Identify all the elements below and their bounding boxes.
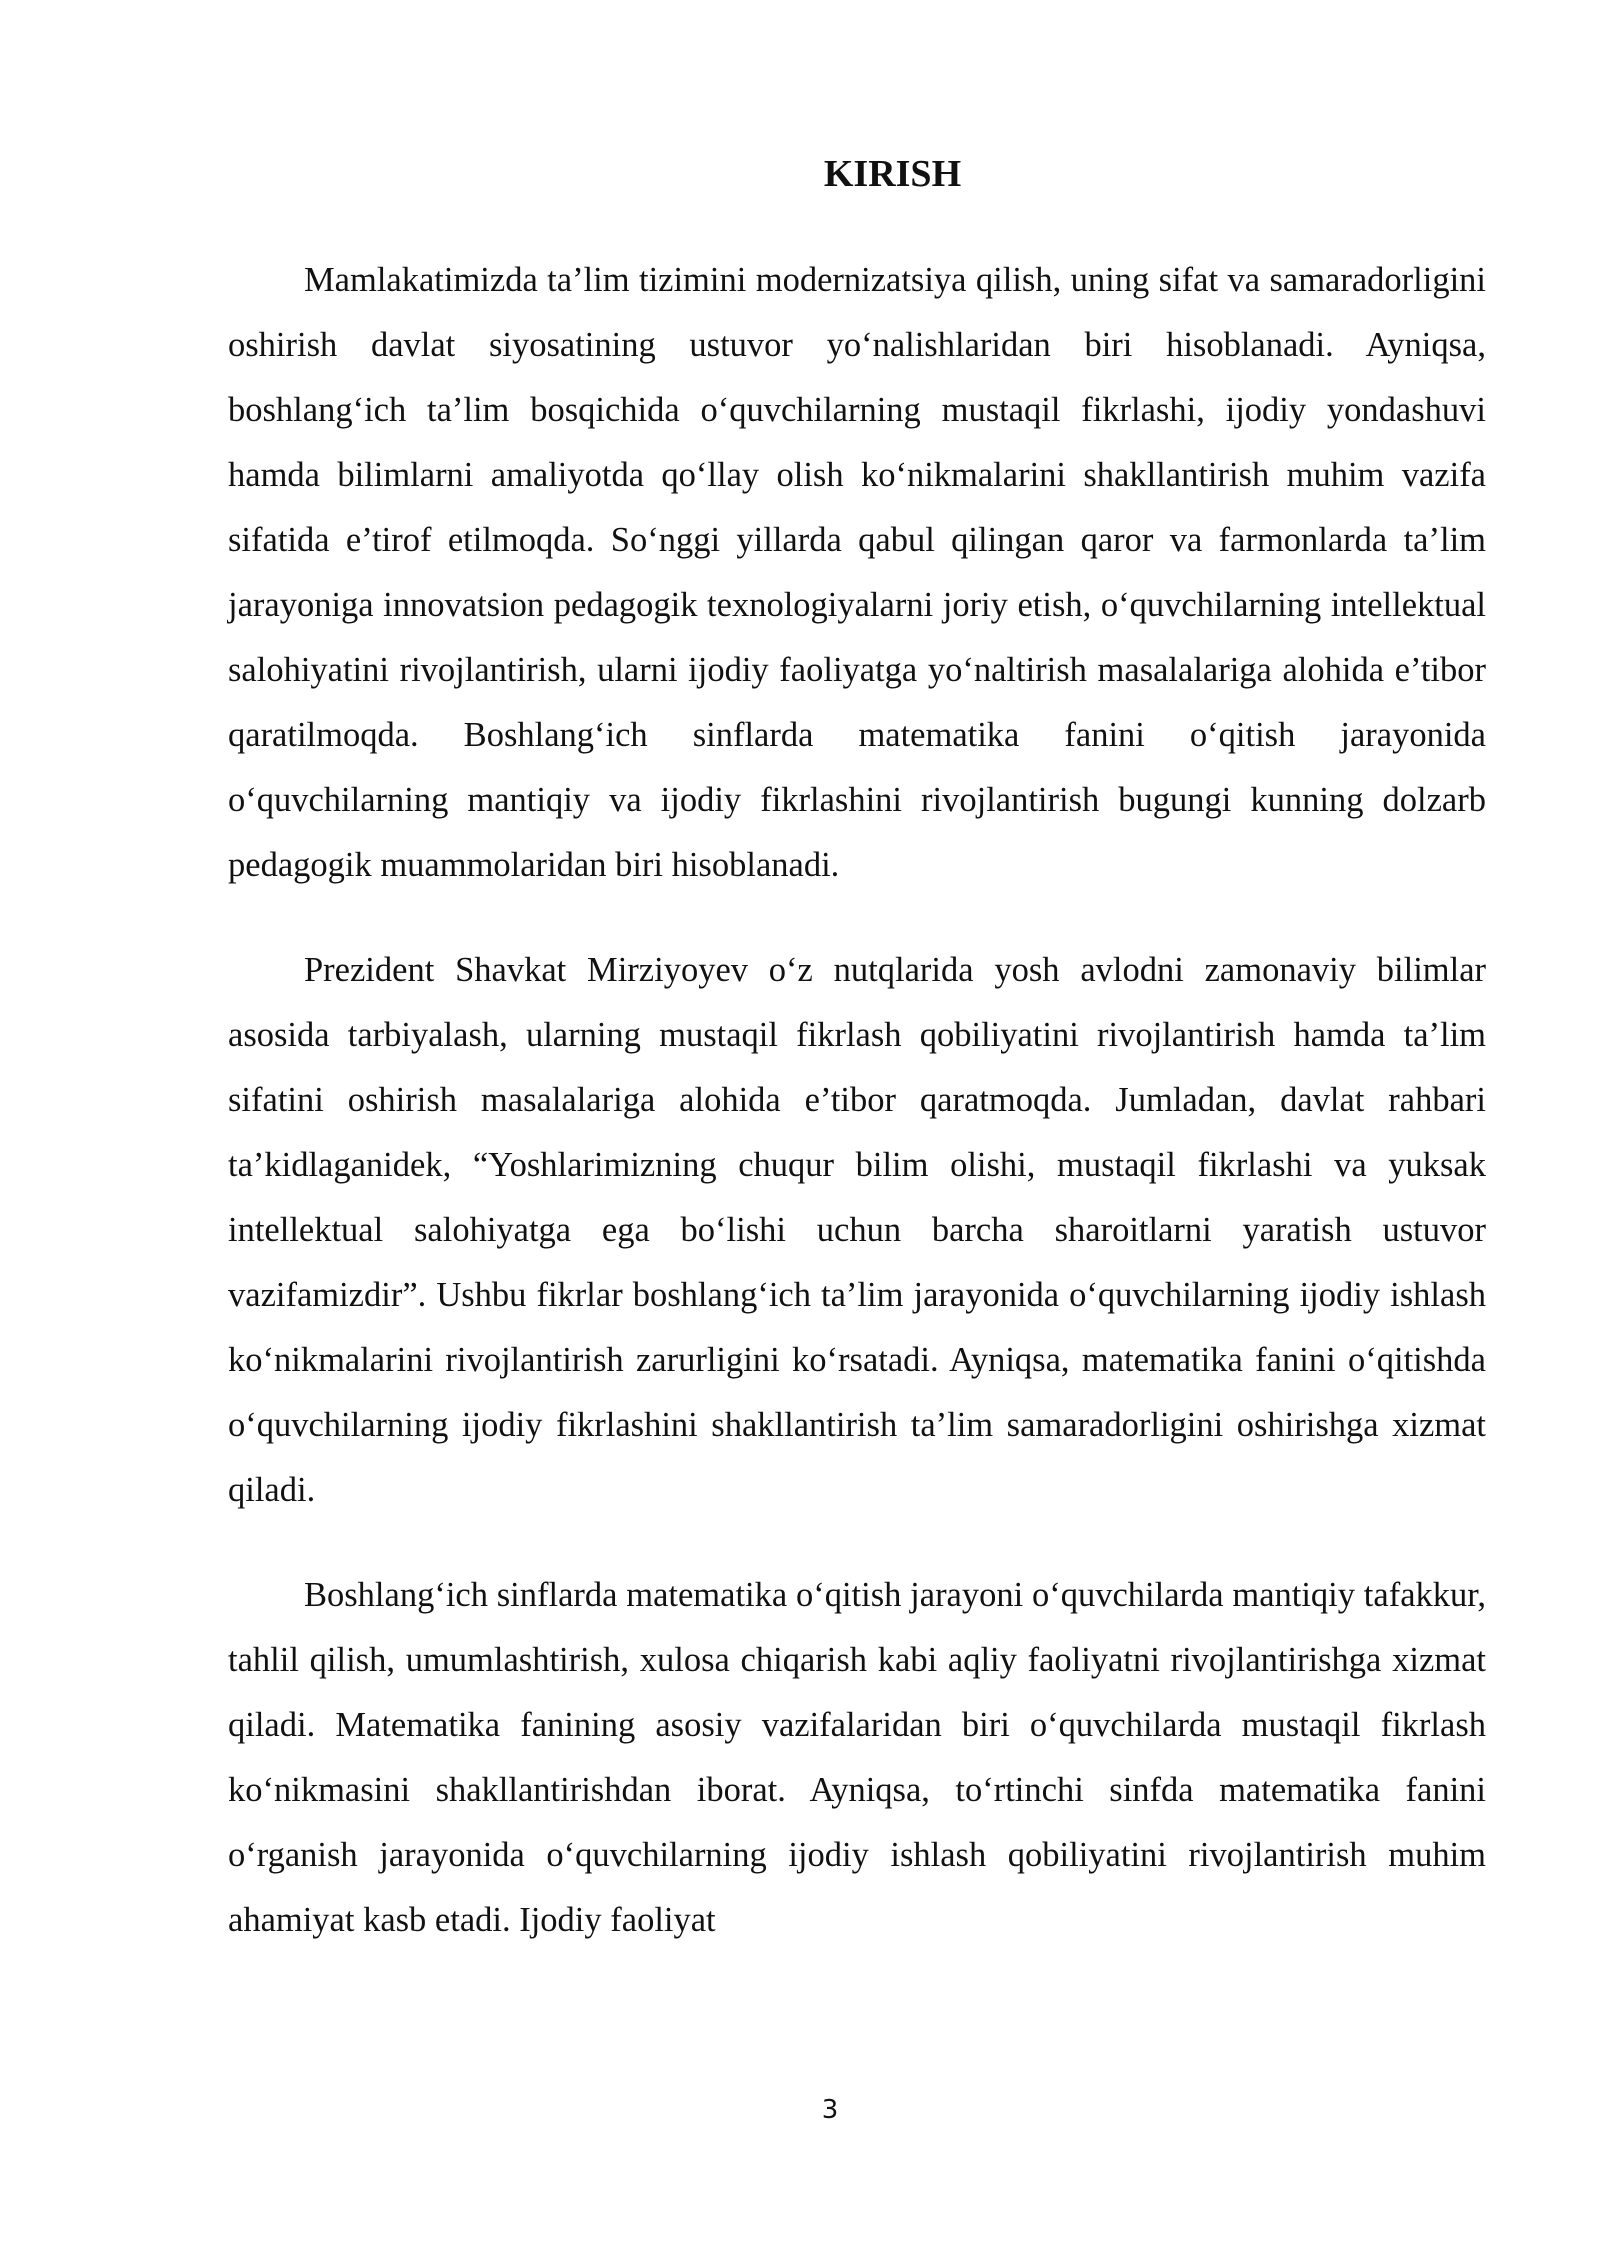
- paragraph-2: Prezident Shavkat Mirziyoyev o‘z nutqlarida yosh avlodni zamonaviy bilimlar asosida tarbiyalash, ularning mustaqil fikrlash qobiliyatini rivojlantirish hamda ta’lim sifatini oshirish masalalariga alohida e’tibor qaratmoqda. Jumladan, davlat rahbari ta’kidlaganidek, “Yoshlarimizning chuqur bilim olishi, mustaqil fikrlashi va yuksak intellektual salohiyatga ega bo‘lishi uchun barcha sharoitlarni yaratish ustuvor vazifamizdir”. Ushbu fikrlar boshlang‘ich ta’lim jarayonida o‘quvchilarning ijodiy ishlash ko‘nikmalarini rivojlantirish zarurligini ko‘rsatadi. Ayniqsa, matematika fanini o‘qitishda o‘quvchilarning ijodiy fikrlashini shakllantirish ta’lim samaradorligini oshirishga xizmat qiladi.: [228, 951, 1486, 1509]
- body-text: [228, 248, 1486, 1953]
- section-heading: KIRISH: [823, 153, 962, 195]
- paragraph-1: Mamlakatimizda ta’lim tizimini modernizatsiya qilish, uning sifat va samaradorligini oshirish davlat siyosatining ustuvor yo‘nalishlaridan biri hisoblanadi. Ayniqsa, boshlang‘ich ta’lim bosqichida o‘quvchilarning mustaqil fikrlashi, ijodiy yondashuvi hamda bilimlarni amaliyotda qo‘llay olish ko‘nikmalarini shakllantirish muhim vazifa sifatida e’tirof etilmoqda. So‘nggi yillarda qabul qilingan qaror va farmonlarda ta’lim jarayoniga innovatsion pedagogik texnologiyalarni joriy etish, o‘quvchilarning intellektual salohiyatini rivojlantirish, ularni ijodiy faoliyatga yo‘naltirish masalalariga alohida e’tibor qaratilmoqda. Boshlang‘ich sinflarda matematika fanini o‘qitish jarayonida o‘quvchilarning mantiqiy va ijodiy fikrlashini rivojlantirish bugungi kunning dolzarb pedagogik muammolaridan biri hisoblanadi.: [228, 261, 1486, 884]
- page-number: 3: [821, 2095, 839, 2125]
- paragraph-3: Boshlang‘ich sinflarda matematika o‘qitish jarayoni o‘quvchilarda mantiqiy tafakkur, tahlil qilish, umumlashtirish, xulosa chiqarish kabi aqliy faoliyatni rivojlantirishga xizmat qiladi. Matematika fanining asosiy vazifalaridan biri o‘quvchilarda mustaqil fikrlash ko‘nikmasini shakllantirishdan iborat. Ayniqsa, to‘rtinchi sinfda matematika fanini o‘rganish jarayonida o‘quvchilarning ijodiy ishlash qobiliyatini rivojlantirish muhim ahamiyat kasb etadi. Ijodiy faoliyat: [228, 1576, 1486, 1939]
